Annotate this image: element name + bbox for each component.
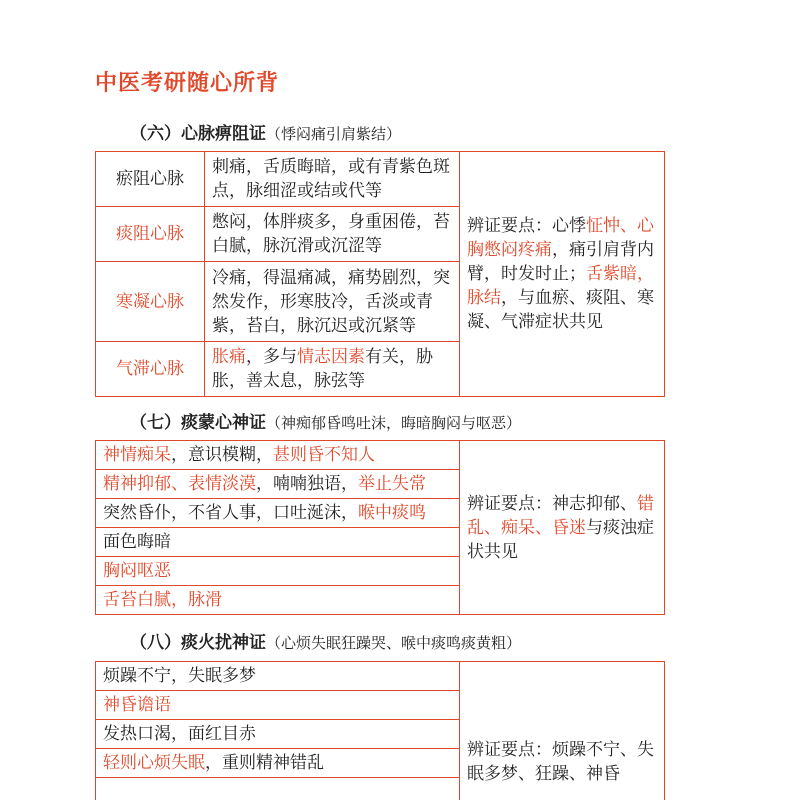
row-name: 瘀阻心脉	[96, 152, 205, 207]
section-7-number: （七）	[130, 413, 181, 433]
list-item: 神情痴呆，意识模糊，甚则昏不知人	[96, 441, 460, 470]
list-item: 神昏谵语	[96, 691, 460, 720]
section-6-heading	[130, 119, 401, 144]
list-item	[96, 778, 460, 800]
list-item: 精神抑郁、表情淡漠，喃喃独语，举止失常	[96, 470, 460, 499]
section-6-number: （六）	[130, 124, 181, 144]
section-8-hint: （心烦失眠狂躁哭、喉中痰鸣痰黄粗）	[266, 634, 522, 652]
section-8-number: （八）	[130, 633, 181, 653]
section-8-key-points: 辨证要点：烦躁不宁、失眠多梦、狂躁、神昏	[460, 662, 665, 800]
section-7-key-points: 辨证要点：神志抑郁、错乱、痴呆、昏迷与痰浊症状共见	[460, 441, 665, 615]
section-6-key-points: 辨证要点：心悸怔忡、心胸憋闷疼痛，痛引肩背内臂，时发时止；舌紫暗，脉结，与血瘀、痰阻、寒凝、气滞症状共见	[460, 152, 665, 397]
section-6-title: 心脉痹阻证	[181, 124, 266, 144]
list-item: 突然昏仆，不省人事，口吐涎沫，喉中痰鸣	[96, 499, 460, 528]
list-item: 烦躁不宁，失眠多梦	[96, 662, 460, 691]
list-item: 面色晦暗	[96, 528, 460, 557]
section-6-hint: （悸闷痛引肩紫结）	[266, 125, 402, 143]
section-8-heading	[130, 628, 521, 653]
page-title: 中医考研随心所背	[95, 71, 280, 96]
section-7-title: 痰蒙心神证	[181, 413, 266, 433]
list-item: 发热口渴，面红目赤	[96, 720, 460, 749]
row-desc: 冷痛，得温痛减，痛势剧烈，突然发作，形寒肢冷，舌淡或青紫，苔白，脉沉迟或沉紧等	[205, 262, 460, 342]
row-name: 寒凝心脉	[96, 262, 205, 342]
section-7-table	[95, 440, 665, 615]
section-7-heading	[130, 408, 521, 433]
row-name: 痰阻心脉	[96, 207, 205, 262]
table-row	[96, 662, 665, 691]
list-item: 舌苔白腻，脉滑	[96, 586, 460, 615]
row-desc: 胀痛，多与情志因素有关，胁胀，善太息，脉弦等	[205, 342, 460, 397]
list-item: 轻则心烦失眠，重则精神错乱	[96, 749, 460, 778]
row-name: 气滞心脉	[96, 342, 205, 397]
row-desc: 憋闷，体胖痰多，身重困倦，苔白腻，脉沉滑或沉涩等	[205, 207, 460, 262]
section-7-hint: （神痴郁昏鸣吐沫，晦暗胸闷与呕恶）	[266, 414, 522, 432]
table-row	[96, 152, 665, 207]
section-8-title: 痰火扰神证	[181, 633, 266, 653]
section-8-table	[95, 661, 665, 800]
list-item: 胸闷呕恶	[96, 557, 460, 586]
row-desc: 刺痛，舌质晦暗，或有青紫色斑点，脉细涩或结或代等	[205, 152, 460, 207]
table-row	[96, 441, 665, 470]
section-6-table	[95, 151, 665, 397]
